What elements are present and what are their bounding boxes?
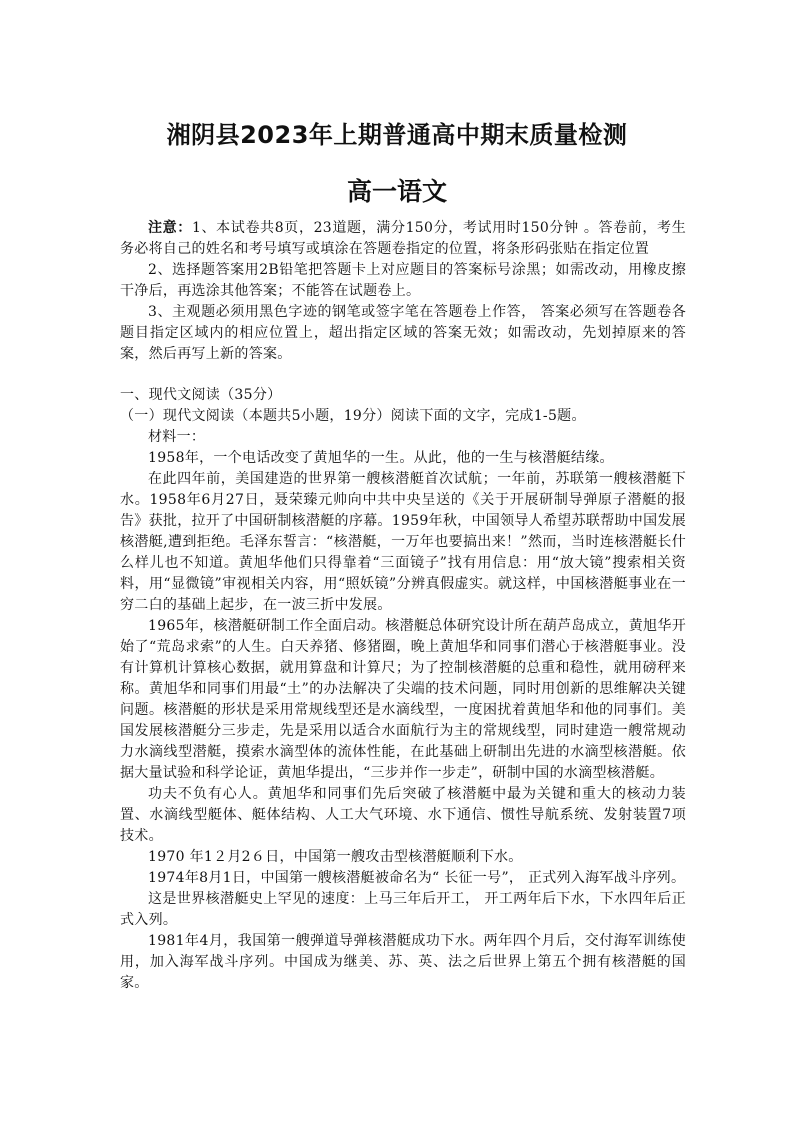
- exam-body: [120, 218, 686, 994]
- paragraph: 这是世界核潜艇史上罕见的速度：上马三年后开工， 开工两年后下水，下水四年后正式入列。: [120, 891, 686, 928]
- paragraph: 在此四年前，美国建造的世界第一艘核潜艇首次试航；一年前，苏联第一艘核潜艇下水。1958年6月27日，聂荣臻元帅向中共中央呈送的《关于开展研制导弹原子潜艇的报告》获批，拉开了中国研制核潜艇的序幕。1959年秋，中国领导人希望苏联帮助中国发展核潜艇,遭到拒绝。毛泽东誓言：“核潜艇，一万年也要搞出来！”然而，当时连核潜艇长什么样儿也不知道。黄旭华他们只得靠着“三面镜子”找有用信息：用“放大镜”搜索相关资料，用“显微镜”审视相关内容，用“照妖镜”分辨真假虚实。就这样，中国核潜艇事业在一穷二白的基础上起步，在一波三折中发展。: [120, 471, 686, 613]
- paragraph: 1974年8月1日，中国第一艘核潜艇被命名为“ 长征一号”， 正式列入海军战斗序列。: [148, 870, 686, 886]
- exam-subject: 高一语文: [346, 177, 447, 206]
- section-subheading: （一）现代文阅读（本题共5小题，19分）阅读下面的文字，完成1-5题。: [120, 408, 586, 424]
- notice-item-3: 3、主观题必须用黑色字迹的钢笔或签字笔在答题卷上作答， 答案必须写在答题卷各题目指定区域内的相应位置上，超出指定区域的答案无效；如需改动，先划掉原来的答案，然后再写上新的答案。: [120, 304, 686, 362]
- spacer: [120, 365, 686, 385]
- notice-label: 注意：: [148, 220, 192, 236]
- paragraph: 1965年，核潜艇研制工作全面启动。核潜艇总体研究设计所在葫芦岛成立，黄旭华开始了“荒岛求索”的人生。白天养猪、修猪圈，晚上黄旭华和同事们潜心于核潜艇事业。没有计算机计算核心数据，就用算盘和计算尺；为了控制核潜艇的总重和稳性，就用磅秤来称。黄旭华和同事们用最“土”的办法解决了尖端的技术问题，同时用创新的思维解决关键问题。核潜艇的形状是采用常规线型还是水滴线型，一度困扰着黄旭华和他的同事们。美国发展核潜艇分三步走，先是采用以适合水面航行为主的常规线型，同时建造一艘常规动力水滴线型潜艇，摸索水滴型体的流体性能，在此基础上研制出先进的水滴型核潜艇。依据大量试验和科学论证，黄旭华提出，“三步并作一步走”，研制中国的水滴型核潜艇。: [120, 618, 686, 781]
- paragraph: 1981年4月，我国第一艘弹道导弹核潜艇成功下水。两年四个月后，交付海军训练使用，加入海军战斗序列。中国成为继美、苏、英、法之后世界上第五个拥有核潜艇的国家。: [120, 933, 686, 991]
- notice-item-2: 2、选择题答案用2B铅笔把答题卡上对应题目的答案标号涂黑；如需改动，用橡皮擦干净后，再选涂其他答案；不能答在试题卷上。: [120, 262, 686, 299]
- material-label: 材料一：: [148, 429, 206, 445]
- notice-item-1: [120, 218, 686, 260]
- paragraph: 1970 年1２月2６日，中国第一艘攻击型核潜艇顺利下水。: [148, 849, 523, 865]
- section-heading: 一、现代文阅读（35分）: [120, 387, 282, 403]
- paragraph: 1958年，一个电话改变了黄旭华的一生。从此，他的一生与核潜艇结缘。: [148, 450, 614, 466]
- paragraph: 功夫不负有心人。黄旭华和同事们先后突破了核潜艇中最为关键和重大的核动力装置、水滴线型艇体、艇体结构、人工大气环境、水下通信、惯性导航系统、发射装置7项技术。: [120, 786, 686, 844]
- exam-title: 湘阴县2023年上期普通高中期末质量检测: [166, 121, 628, 149]
- notice-text-1: 1、本试卷共8页，23道题，满分150分，考试用时150分钟 。答卷前，考生务必将自己的姓名和考号填写或填涂在答题卷指定的位置，将条形码张贴在指定位置: [120, 220, 687, 257]
